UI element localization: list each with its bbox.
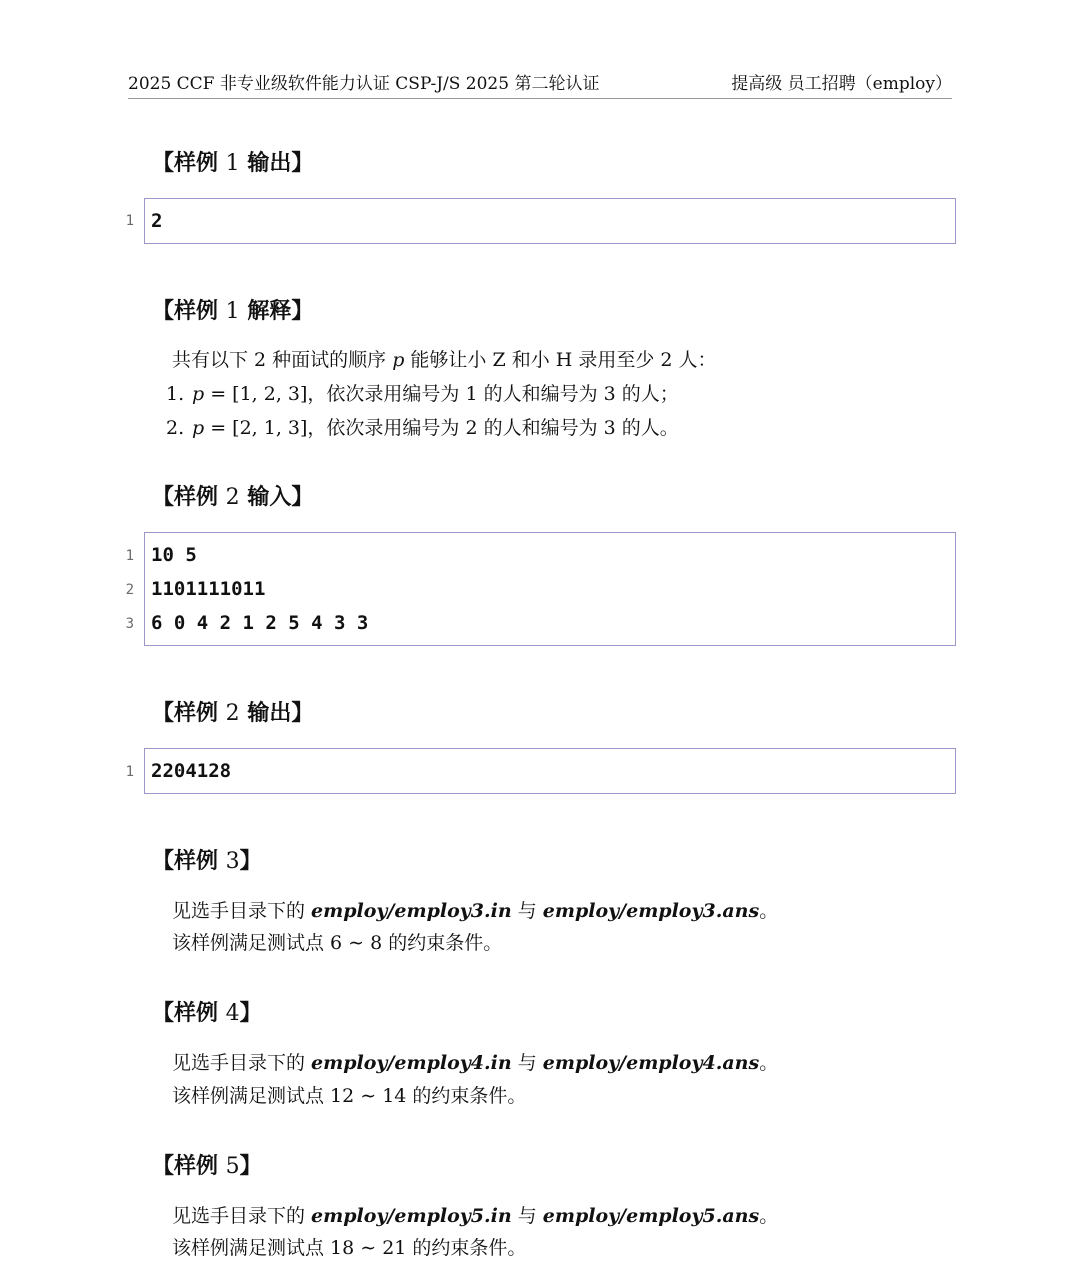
list-item: 1. p = [1, 2, 3]，依次录用编号为 1 的人和编号为 3 的人；	[166, 383, 679, 405]
sample1-explain-heading: 【样例 1 解释】	[152, 298, 314, 324]
sample2-output-heading: 【样例 2 输出】	[152, 700, 314, 726]
header-problem-name: 提高级 员工招聘（employ）	[731, 74, 952, 94]
sample2-output-code	[144, 748, 956, 794]
code-line: 2204128	[151, 760, 232, 782]
sample5-constraint: 该样例满足测试点 18 ∼ 21 的约束条件。	[172, 1237, 527, 1259]
sample1-explain-intro: 共有以下 2 种面试的顺序 p 能够让小 Z 和小 H 录用至少 2 人：	[172, 349, 717, 371]
line-number: 1	[125, 764, 134, 780]
sample4-constraint: 该样例满足测试点 12 ∼ 14 的约束条件。	[172, 1085, 527, 1107]
sample3-ans-file: employ/employ3.ans	[542, 900, 760, 922]
code-line: 2	[151, 210, 163, 232]
page-header	[128, 70, 952, 99]
line-number: 2	[125, 582, 134, 598]
sample4-ans-file: employ/employ4.ans	[542, 1052, 760, 1074]
code-line: 6 0 4 2 1 2 5 4 3 3	[151, 612, 369, 634]
sample2-input-code	[144, 532, 956, 646]
sample4-files: 见选手目录下的 employ/employ4.in 与 employ/employ4.ans。	[172, 1052, 779, 1074]
line-number: 1	[125, 548, 134, 564]
sample1-explain-list	[166, 377, 679, 445]
line-number: 3	[125, 616, 134, 632]
sample5-ans-file: employ/employ5.ans	[542, 1205, 760, 1227]
sample3-heading: 【样例 3】	[152, 848, 262, 874]
sample5-files: 见选手目录下的 employ/employ5.in 与 employ/employ5.ans。	[172, 1205, 779, 1227]
code-line: 10 5	[151, 544, 197, 566]
sample2-input-heading: 【样例 2 输入】	[152, 484, 314, 510]
sample3-in-file: employ/employ3.in	[311, 900, 512, 922]
sample3-constraint: 该样例满足测试点 6 ∼ 8 的约束条件。	[172, 932, 503, 954]
sample4-in-file: employ/employ4.in	[311, 1052, 512, 1074]
code-line: 1101111011	[151, 578, 266, 600]
list-item: 2. p = [2, 1, 3]，依次录用编号为 2 的人和编号为 3 的人。	[166, 417, 679, 439]
sample3-files: 见选手目录下的 employ/employ3.in 与 employ/employ3.ans。	[172, 900, 779, 922]
sample1-output-heading: 【样例 1 输出】	[152, 150, 314, 176]
sample5-in-file: employ/employ5.in	[311, 1205, 512, 1227]
line-number: 1	[125, 213, 134, 229]
header-contest-title: 2025 CCF 非专业级软件能力认证 CSP-J/S 2025 第二轮认证	[128, 74, 600, 94]
sample4-heading: 【样例 4】	[152, 1000, 262, 1026]
sample1-output-code	[144, 198, 956, 244]
sample5-heading: 【样例 5】	[152, 1153, 262, 1179]
